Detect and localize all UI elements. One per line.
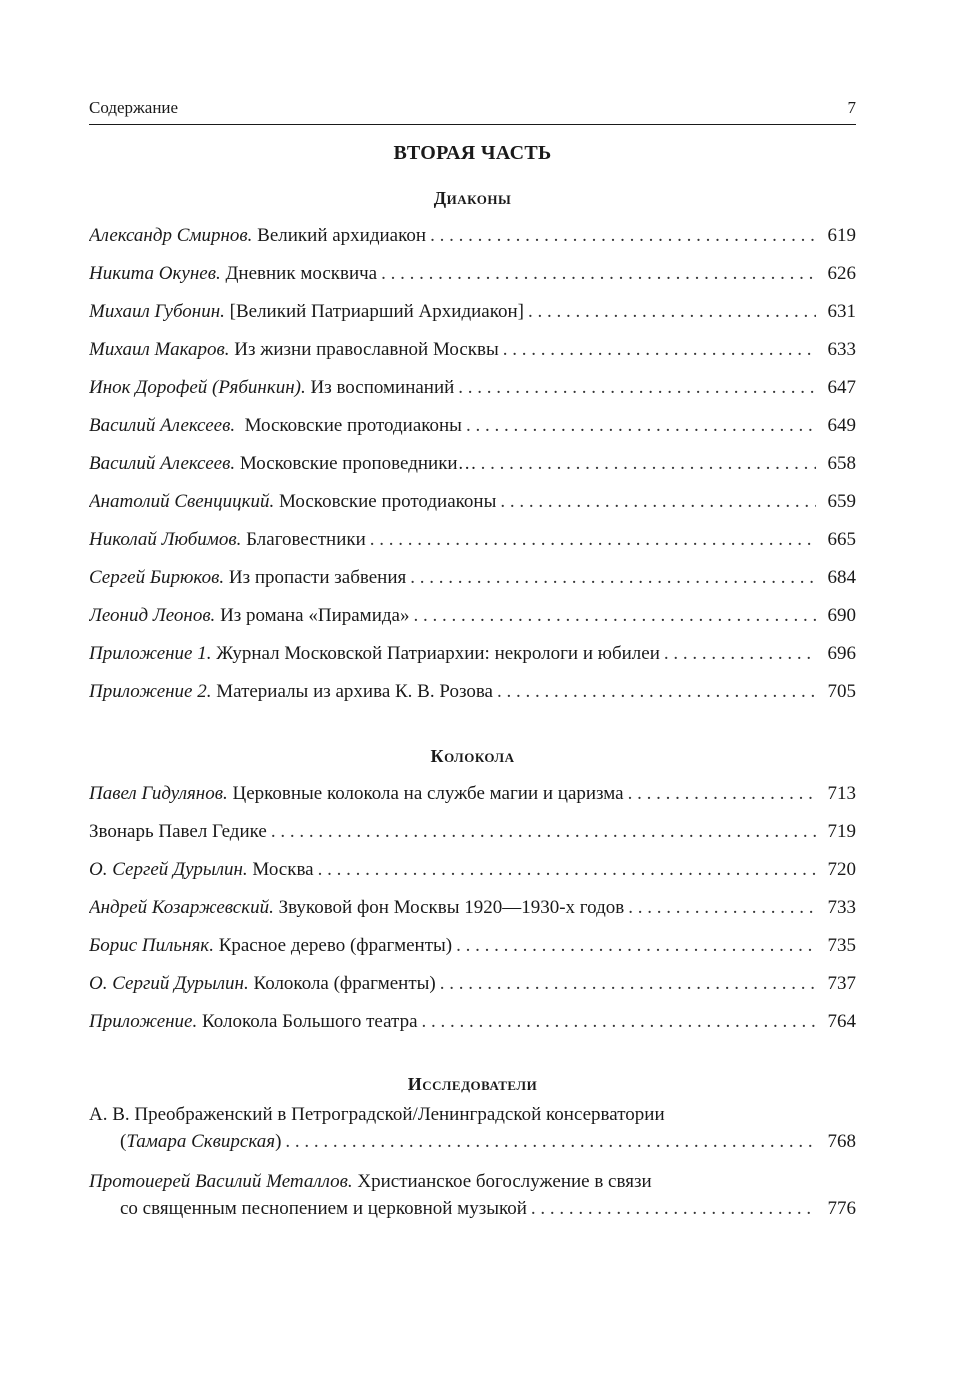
entry-page: 735 [827,935,856,956]
leader-dots [481,445,816,483]
entry-page: 690 [827,605,856,626]
entry-author: Михаил Макаров. [89,339,230,360]
leader-dots [370,521,816,559]
toc-list-bells [89,775,856,1041]
entry-author: Тамара Сквирская [126,1131,276,1152]
toc-entry[interactable] [89,559,856,597]
section-title-researchers: Исследователи [407,1074,538,1094]
toc-entry[interactable] [89,293,856,331]
entry-author: Приложение 2. [89,681,212,702]
entry-author: О. Сергий Дурылин. [89,973,249,994]
section-title-bells: Колокола [430,746,515,766]
running-title: Содержание [89,98,179,117]
entry-title-prefix: ( [120,1131,127,1152]
section-title-deacons: Диаконы [433,188,512,208]
entry-page: 659 [827,491,856,512]
entry-title: Колокола (фрагменты) [248,973,436,994]
entry-page: 633 [827,339,856,360]
leader-dots [430,217,816,255]
leader-dots [413,597,816,635]
entry-title: Москва [247,859,314,880]
entry-title: Христианское богослужение в связи [352,1171,652,1192]
page-number: 7 [847,98,856,117]
toc-entry[interactable] [89,927,856,965]
toc-entry[interactable] [89,1003,856,1041]
leader-dots [410,559,816,597]
toc-entry[interactable] [89,889,856,927]
entry-author: Анатолий Свенцицкий. [89,491,275,512]
entry-title: Звуковой фон Москвы 1920—1930-х годов [273,897,625,918]
entry-author: Василий Алексеев. [89,415,236,436]
running-head [89,96,856,125]
leader-dots [458,369,816,407]
entry-title: Из жизни православной Москвы [229,339,499,360]
entry-title: Благовестники [241,529,366,550]
entry-author: Приложение. [89,1011,198,1032]
entry-author: Николай Любимов. [89,529,242,550]
entry-page: 649 [827,415,856,436]
toc-entry[interactable] [89,483,856,521]
entry-author: Протоиерей Василий Металлов. [89,1171,353,1192]
entry-author: Александр Смирнов. [89,225,253,246]
toc-entry[interactable] [89,965,856,1003]
entry-author: Сергей Бирюков. [89,567,225,588]
entry-page: 631 [827,301,856,322]
leader-dots [664,635,816,673]
entry-page: 737 [827,973,856,994]
leader-dots [628,775,816,813]
toc-entry[interactable] [89,775,856,813]
entry-title: Московские проповедники… [235,453,477,474]
toc-entry[interactable] [89,851,856,889]
entry-line-2 [89,1195,856,1222]
entry-page: 733 [827,897,856,918]
entry-author: Андрей Козаржевский. [89,897,274,918]
entry-author: Никита Окунев. [89,263,221,284]
entry-author: Павел Гидулянов. [89,783,228,804]
entry-author: Инок Дорофей (Рябинкин). [89,377,306,398]
leader-dots [422,1003,816,1041]
entry-author: Леонид Леонов. [89,605,216,626]
entry-title: Из воспоминаний [305,377,455,398]
entry-author: О. Сергей Дурылин. [89,859,248,880]
entry-title: Великий архидиакон [252,225,427,246]
entry-title: Колокола Большого театра [197,1011,418,1032]
entry-title: Церковные колокола на службе магии и царизма [227,783,624,804]
entry-title: Московские протодиаконы [235,415,462,436]
toc-list-deacons [89,217,856,711]
entry-page: 658 [827,453,856,474]
leader-dots [466,407,816,445]
leader-dots [503,331,816,369]
toc-entry[interactable] [89,673,856,711]
entry-title: А. В. Преображенский в Петроградской/Ленинградской консерватории [89,1104,665,1125]
entry-page: 665 [827,529,856,550]
entry-line-1 [89,1168,856,1195]
entry-page: 705 [827,681,856,702]
entry-page: 764 [827,1011,856,1032]
entry-title: Звонарь Павел Гедике [89,821,267,842]
toc-entry[interactable] [89,407,856,445]
toc-entry[interactable] [89,255,856,293]
entry-page: 684 [827,567,856,588]
entry-title: ) [275,1131,282,1152]
entry-page: 713 [827,783,856,804]
entry-title: [Великий Патриарший Архидиакон] [224,301,524,322]
entry-line-2 [89,1128,856,1155]
entry-page: 696 [827,643,856,664]
entry-author: Василий Алексеев. [89,453,236,474]
entry-page: 647 [827,377,856,398]
toc-entry[interactable] [89,521,856,559]
toc-entry[interactable] [89,217,856,255]
entry-page: 776 [827,1198,856,1219]
entry-page: 626 [827,263,856,284]
leader-dots [531,1195,816,1222]
entry-title: Материалы из архива К. В. Розова [211,681,493,702]
toc-entry[interactable] [89,597,856,635]
entry-author: Приложение 1. [89,643,212,664]
leader-dots [271,813,816,851]
toc-page [89,96,856,1235]
leader-dots [456,927,816,965]
toc-entry[interactable] [89,635,856,673]
leader-dots [285,1128,816,1155]
toc-entry[interactable] [89,1168,856,1222]
leader-dots [628,889,816,927]
entry-title: Из пропасти забвения [224,567,407,588]
entry-title: Из романа «Пирамида» [215,605,410,626]
entry-title: Московские протодиаконы [274,491,497,512]
toc-entry[interactable] [89,331,856,369]
toc-entry[interactable] [89,1101,856,1155]
toc-list-researchers [89,1101,856,1222]
leader-dots [528,293,816,331]
toc-entry[interactable] [89,813,856,851]
toc-entry[interactable] [89,369,856,407]
entry-author: Борис Пильняк. [89,935,214,956]
entry-line-1 [89,1101,856,1128]
entry-author: Михаил Губонин. [89,301,225,322]
entry-title: со священным песнопением и церковной музыкой [120,1198,527,1219]
leader-dots [318,851,816,889]
entry-page: 768 [827,1131,856,1152]
entry-title: Журнал Московской Патриархии: некрологи и юбилеи [211,643,660,664]
entry-page: 720 [827,859,856,880]
entry-title: Дневник москвича [220,263,378,284]
entry-page: 619 [827,225,856,246]
entry-title: Красное дерево (фрагменты) [213,935,453,956]
leader-dots [381,255,816,293]
toc-entry[interactable] [89,445,856,483]
leader-dots [497,673,816,711]
leader-dots [440,965,816,1003]
leader-dots [500,483,816,521]
entry-page: 719 [827,821,856,842]
part-title: ВТОРАЯ ЧАСТЬ [393,142,552,164]
